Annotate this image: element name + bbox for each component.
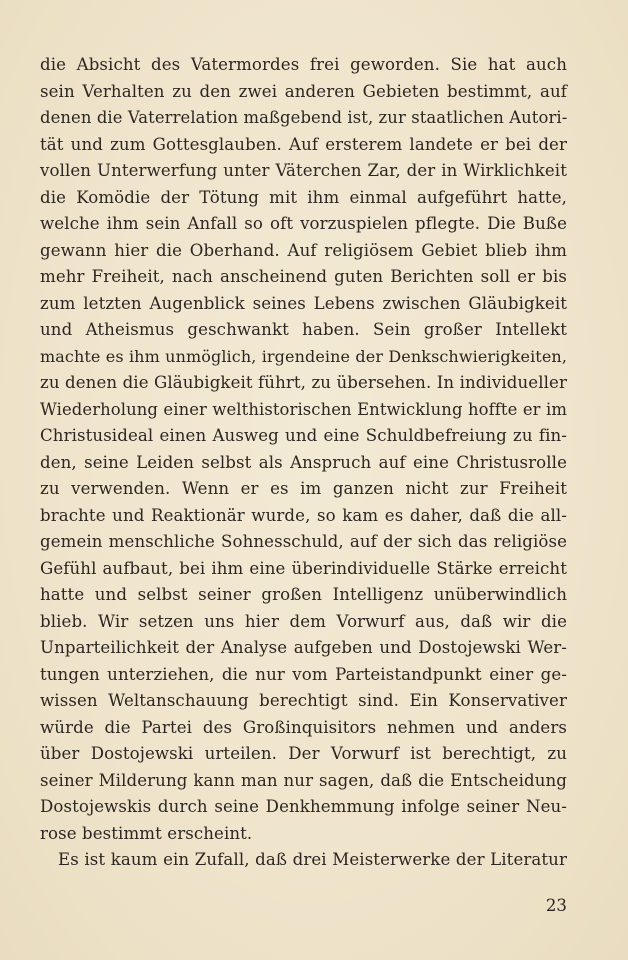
text-line: gemein menschliche Sohnesschuld, auf der sich das religiöse <box>40 532 567 551</box>
text-line: seiner Milderung kann man nur sagen, daß die Entscheidung <box>40 770 567 790</box>
text-line: denen die Vaterrelation maßgebend ist, zur staatlichen Autori- <box>40 108 568 127</box>
text-line: brachte und Reaktionär wurde, so kam es daher, daß die all- <box>40 505 567 525</box>
body-text <box>40 52 567 874</box>
text-line: machte es ihm unmöglich, irgendeine der Denkschwierigkeiten, <box>40 346 567 366</box>
text-line: zu denen die Gläubigkeit führt, zu übersehen. In individueller <box>40 373 567 392</box>
text-line: Gefühl aufbaut, bei ihm eine überindividuelle Stärke erreicht <box>40 558 567 578</box>
text-line: Dostojewskis durch seine Denkhemmung infolge seiner Neu- <box>40 797 567 816</box>
page-number: 23 <box>545 896 567 915</box>
paragraph-start-line: Es ist kaum ein Zufall, daß drei Meisterwerke der Literatur <box>58 850 567 869</box>
text-line: rose bestimmt erscheint. <box>40 823 253 843</box>
text-line: zum letzten Augenblick seines Lebens zwischen Gläubigkeit <box>40 293 567 313</box>
text-line: sein Verhalten zu den zwei anderen Gebieten bestimmt, auf <box>40 81 567 101</box>
text-line: Christusideal einen Ausweg und eine Schuldbefreiung zu fin- <box>40 426 567 445</box>
text-line: vollen Unterwerfung unter Väterchen Zar, der in Wirklichkeit <box>40 161 567 180</box>
text-line: Unparteilichkeit der Analyse aufgeben und Dostojewski Wer- <box>40 638 567 657</box>
text-line: die Komödie der Tötung mit ihm einmal aufgeführt hatte, <box>40 187 567 207</box>
text-line: hatte und selbst seiner großen Intelligenz unüberwindlich <box>40 585 567 604</box>
text-line: zu verwenden. Wenn er es im ganzen nicht zur Freiheit <box>40 479 567 498</box>
text-line: blieb. Wir setzen uns hier dem Vorwurf aus, daß wir die <box>40 611 567 631</box>
text-line: mehr Freiheit, nach anscheinend guten Berichten soll er bis <box>40 267 567 286</box>
text-line: wissen Weltanschauung berechtigt sind. Ein Konservativer <box>40 691 567 710</box>
text-line: würde die Partei des Großinquisitors nehmen und anders <box>40 717 567 737</box>
text-line: und Atheismus geschwankt haben. Sein großer Intellekt <box>40 320 567 339</box>
text-line: den, seine Leiden selbst als Anspruch auf eine Christusrolle <box>40 452 567 472</box>
text-line: gewann hier die Oberhand. Auf religiösem Gebiet blieb ihm <box>40 240 567 260</box>
text-line: tät und zum Gottesglauben. Auf ersterem landete er bei der <box>40 134 567 154</box>
text-line: tungen unterziehen, die nur vom Parteistandpunkt einer ge- <box>40 664 567 684</box>
text-line: Wiederholung einer welthistorischen Entwicklung hoffte er im <box>40 399 567 419</box>
text-line: über Dostojewski urteilen. Der Vorwurf ist berechtigt, zu <box>40 744 567 763</box>
text-line: die Absicht des Vatermordes frei geworden. Sie hat auch <box>40 55 567 74</box>
text-line: welche ihm sein Anfall so oft vorzuspielen pflegte. Die Buße <box>40 214 567 233</box>
